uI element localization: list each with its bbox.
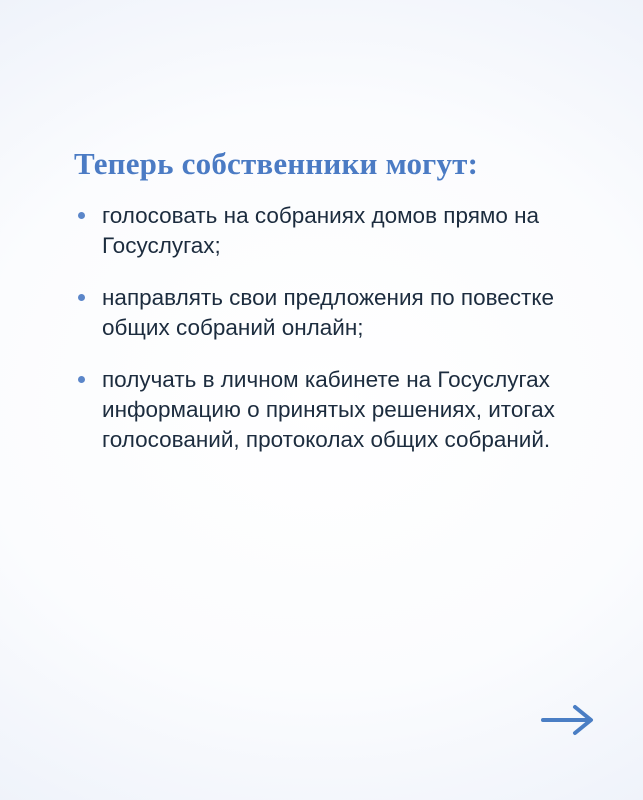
next-slide-button[interactable] — [539, 700, 601, 740]
list-item — [74, 283, 594, 343]
list-item-text: получать в личном кабинете на Госуслугах информацию о принятых решениях, итогах голосований, протоколах общих собраний. — [102, 367, 555, 453]
bullet-dot-icon — [78, 212, 85, 219]
list-item-text: голосовать на собраниях домов прямо на Госуслугах; — [102, 202, 540, 258]
list-item-text: направлять свои предложения по повестке общих собраний онлайн; — [102, 284, 554, 340]
list-item — [74, 201, 594, 261]
bullet-dot-icon — [78, 294, 85, 301]
page-title: Теперь собственники могут: — [74, 146, 479, 181]
bullet-list — [74, 201, 594, 456]
list-item — [74, 365, 594, 455]
bullet-dot-icon — [78, 376, 85, 383]
arrow-right-icon[interactable] — [539, 700, 601, 740]
slide-content — [74, 146, 594, 456]
